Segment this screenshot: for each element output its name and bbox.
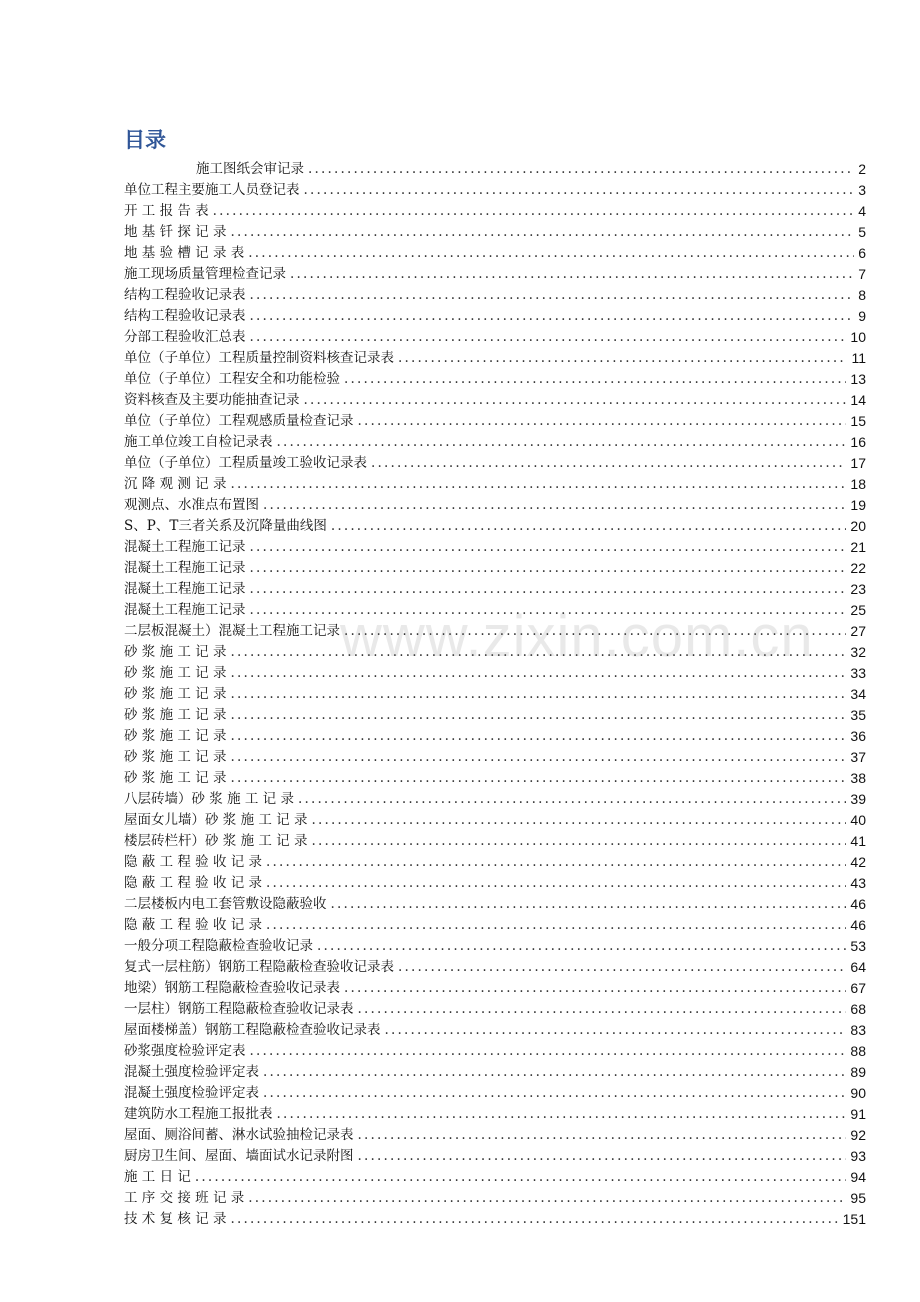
toc-entry[interactable] (124, 156, 866, 177)
dot-leader (308, 161, 854, 177)
dot-leader (230, 665, 846, 681)
toc-entry-label: 砂 浆 施 工 记 录 (124, 686, 227, 702)
toc-entry-page-number: 53 (850, 938, 866, 954)
table-of-contents (124, 156, 866, 1227)
toc-entry-label: 混凝土工程施工记录 (124, 602, 246, 618)
dot-leader (230, 476, 846, 492)
dot-leader (331, 896, 847, 912)
toc-entry-page-number: 35 (850, 707, 866, 723)
toc-entry-label: 地 基 钎 探 记 录 (124, 224, 227, 240)
toc-entry-label: 屋面、厕浴间蓄、淋水试验抽检记录表 (124, 1127, 354, 1143)
dot-leader (317, 938, 846, 954)
toc-entry-page-number: 151 (842, 1211, 866, 1227)
toc-entry[interactable] (124, 765, 866, 786)
toc-entry[interactable] (124, 261, 866, 282)
toc-entry-label: 单位（子单位）工程质量控制资料核查记录表 (124, 350, 394, 366)
toc-entry-page-number: 83 (850, 1022, 866, 1038)
toc-entry-label: 地 基 验 槽 记 录 表 (124, 245, 245, 261)
toc-entry-label: S、P、T三者关系及沉降量曲线图 (124, 518, 327, 534)
dot-leader (250, 1043, 847, 1059)
toc-entry[interactable] (124, 1017, 866, 1038)
toc-entry-page-number: 21 (850, 539, 866, 555)
toc-entry-page-number: 3 (858, 182, 866, 198)
toc-entry-label: 单位工程主要施工人员登记表 (124, 182, 300, 198)
dot-leader (298, 791, 846, 807)
toc-entry[interactable] (124, 450, 866, 471)
dot-leader (250, 539, 847, 555)
toc-entry-label: 隐 蔽 工 程 验 收 记 录 (124, 854, 263, 870)
toc-entry-label: 复式一层柱筋）钢筋工程隐蔽检查验收记录表 (124, 959, 394, 975)
toc-entry[interactable] (124, 324, 866, 345)
toc-entry-label: 屋面女儿墙）砂 浆 施 工 记 录 (124, 812, 308, 828)
toc-entry-page-number: 64 (850, 959, 866, 975)
toc-entry[interactable] (124, 849, 866, 870)
toc-entry[interactable] (124, 492, 866, 513)
toc-entry-label: 砂 浆 施 工 记 录 (124, 749, 227, 765)
toc-entry[interactable] (124, 219, 866, 240)
dot-leader (230, 749, 846, 765)
toc-entry-label: 混凝土强度检验评定表 (124, 1085, 259, 1101)
toc-entry[interactable] (124, 933, 866, 954)
toc-entry[interactable] (124, 534, 866, 555)
toc-entry-label: 施工图纸会审记录 (196, 161, 304, 177)
dot-leader (358, 1148, 847, 1164)
toc-entry-page-number: 9 (858, 308, 866, 324)
dot-leader (230, 728, 846, 744)
toc-entry[interactable] (124, 597, 866, 618)
dot-leader (250, 308, 855, 324)
toc-entry-label: 建筑防水工程施工报批表 (124, 1106, 273, 1122)
toc-entry-page-number: 27 (850, 623, 866, 639)
toc-entry-label: 砂浆强度检验评定表 (124, 1043, 246, 1059)
toc-entry-page-number: 2 (858, 161, 866, 177)
toc-entry[interactable] (124, 303, 866, 324)
toc-entry-label: 混凝土工程施工记录 (124, 539, 246, 555)
watermark: www.zixin.com.cn (340, 604, 814, 669)
toc-entry-page-number: 25 (850, 602, 866, 618)
toc-entry-label: 单位（子单位）工程观感质量检查记录 (124, 413, 354, 429)
toc-entry-label: 单位（子单位）工程质量竣工验收记录表 (124, 455, 367, 471)
dot-leader (230, 707, 846, 723)
toc-entry-page-number: 16 (850, 434, 866, 450)
toc-entry-page-number: 14 (850, 392, 866, 408)
dot-leader (263, 1085, 846, 1101)
toc-entry-label: 砂 浆 施 工 记 录 (124, 644, 227, 660)
toc-entry[interactable] (124, 576, 866, 597)
dot-leader (398, 959, 846, 975)
toc-entry-page-number: 46 (850, 917, 866, 933)
dot-leader (248, 245, 854, 261)
toc-entry-label: 二层楼板内电工套管敷设隐蔽验收 (124, 896, 327, 912)
toc-entry[interactable] (124, 1164, 866, 1185)
dot-leader (304, 392, 847, 408)
toc-entry-page-number: 68 (850, 1001, 866, 1017)
toc-entry[interactable] (124, 366, 866, 387)
dot-leader (263, 1064, 846, 1080)
toc-entry-label: 沉 降 观 测 记 录 (124, 476, 227, 492)
toc-entry-label: 分部工程验收汇总表 (124, 329, 246, 345)
dot-leader (263, 497, 846, 513)
toc-entry-page-number: 34 (850, 686, 866, 702)
toc-entry-page-number: 95 (850, 1190, 866, 1206)
dot-leader (230, 1211, 838, 1227)
toc-entry-label: 隐 蔽 工 程 验 收 记 录 (124, 917, 263, 933)
toc-entry-page-number: 6 (858, 245, 866, 261)
toc-entry-page-number: 90 (850, 1085, 866, 1101)
toc-entry[interactable] (124, 1059, 866, 1080)
toc-entry-page-number: 91 (850, 1106, 866, 1122)
toc-entry-label: 地梁）钢筋工程隐蔽检查验收记录表 (124, 980, 340, 996)
toc-entry-page-number: 92 (850, 1127, 866, 1143)
toc-entry-page-number: 4 (858, 203, 866, 219)
toc-entry[interactable] (124, 1080, 866, 1101)
toc-entry[interactable] (124, 1143, 866, 1164)
dot-leader (311, 812, 846, 828)
toc-entry-page-number: 36 (850, 728, 866, 744)
dot-leader (277, 434, 847, 450)
toc-entry[interactable] (124, 240, 866, 261)
toc-entry[interactable] (124, 744, 866, 765)
toc-entry-page-number: 20 (850, 518, 866, 534)
toc-entry[interactable] (124, 1185, 866, 1206)
toc-entry[interactable] (124, 639, 866, 660)
toc-entry-label: 砂 浆 施 工 记 录 (124, 770, 227, 786)
dot-leader (304, 182, 855, 198)
toc-entry-page-number: 23 (850, 581, 866, 597)
toc-entry[interactable] (124, 954, 866, 975)
toc-entry-label: 混凝土强度检验评定表 (124, 1064, 259, 1080)
toc-entry-label: 观测点、水准点布置图 (124, 497, 259, 513)
dot-leader (250, 581, 847, 597)
dot-leader (290, 266, 854, 282)
toc-entry-page-number: 41 (850, 833, 866, 849)
toc-entry-page-number: 94 (850, 1169, 866, 1185)
dot-leader (230, 770, 846, 786)
toc-entry[interactable] (124, 912, 866, 933)
dot-leader (311, 833, 846, 849)
toc-entry-label: 砂 浆 施 工 记 录 (124, 707, 227, 723)
toc-entry-label: 工 序 交 接 班 记 录 (124, 1190, 245, 1206)
toc-entry-page-number: 8 (858, 287, 866, 303)
toc-entry-page-number: 40 (850, 812, 866, 828)
toc-entry-page-number: 88 (850, 1043, 866, 1059)
toc-entry-label: 单位（子单位）工程安全和功能检验 (124, 371, 340, 387)
dot-leader (358, 1127, 847, 1143)
toc-entry-label: 结构工程验收记录表 (124, 287, 246, 303)
toc-entry-label: 结构工程验收记录表 (124, 308, 246, 324)
toc-entry-page-number: 42 (850, 854, 866, 870)
toc-title: 目录 (124, 128, 166, 152)
toc-entry[interactable] (124, 702, 866, 723)
toc-entry-label: 楼层砖栏杆）砂 浆 施 工 记 录 (124, 833, 308, 849)
toc-entry-label: 混凝土工程施工记录 (124, 581, 246, 597)
toc-entry[interactable] (124, 660, 866, 681)
dot-leader (398, 350, 847, 366)
toc-entry[interactable] (124, 681, 866, 702)
toc-entry-label: 技 术 复 核 记 录 (124, 1211, 227, 1227)
toc-entry-page-number: 43 (850, 875, 866, 891)
dot-leader (230, 686, 846, 702)
toc-entry[interactable] (124, 408, 866, 429)
dot-leader (230, 224, 854, 240)
toc-entry-page-number: 37 (850, 749, 866, 765)
dot-leader (266, 875, 846, 891)
toc-entry[interactable] (124, 1206, 866, 1227)
toc-entry[interactable] (124, 177, 866, 198)
toc-entry[interactable] (124, 786, 866, 807)
toc-entry[interactable] (124, 471, 866, 492)
toc-entry-page-number: 93 (850, 1148, 866, 1164)
toc-entry-label: 砂 浆 施 工 记 录 (124, 665, 227, 681)
dot-leader (248, 1190, 846, 1206)
toc-entry-page-number: 33 (850, 665, 866, 681)
toc-entry[interactable] (124, 555, 866, 576)
toc-entry[interactable] (124, 996, 866, 1017)
toc-entry[interactable] (124, 870, 866, 891)
toc-entry-label: 八层砖墙）砂 浆 施 工 记 录 (124, 791, 294, 807)
toc-entry[interactable] (124, 828, 866, 849)
dot-leader (277, 1106, 847, 1122)
toc-entry[interactable] (124, 807, 866, 828)
toc-entry[interactable] (124, 891, 866, 912)
toc-entry-label: 施工现场质量管理检查记录 (124, 266, 286, 282)
dot-leader (344, 980, 846, 996)
toc-entry-page-number: 32 (850, 644, 866, 660)
toc-entry-page-number: 17 (850, 455, 866, 471)
toc-entry-page-number: 11 (851, 350, 866, 366)
toc-entry-page-number: 5 (858, 224, 866, 240)
toc-entry[interactable] (124, 1101, 866, 1122)
toc-entry-label: 施工单位竣工自检记录表 (124, 434, 273, 450)
dot-leader (371, 455, 846, 471)
toc-entry-label: 屋面楼梯盖）钢筋工程隐蔽检查验收记录表 (124, 1022, 381, 1038)
dot-leader (250, 560, 847, 576)
toc-entry-page-number: 67 (850, 980, 866, 996)
toc-entry[interactable] (124, 345, 866, 366)
toc-entry-page-number: 89 (850, 1064, 866, 1080)
dot-leader (250, 287, 855, 303)
toc-entry-page-number: 46 (850, 896, 866, 912)
toc-entry-page-number: 13 (850, 371, 866, 387)
dot-leader (358, 1001, 847, 1017)
toc-entry[interactable] (124, 282, 866, 303)
toc-entry-page-number: 18 (850, 476, 866, 492)
toc-entry-label: 二层板混凝土）混凝土工程施工记录 (124, 623, 340, 639)
toc-entry-label: 一层柱）钢筋工程隐蔽检查验收记录表 (124, 1001, 354, 1017)
dot-leader (230, 644, 846, 660)
dot-leader (195, 1169, 847, 1185)
toc-entry-label: 资料核查及主要功能抽查记录 (124, 392, 300, 408)
toc-entry[interactable] (124, 723, 866, 744)
toc-entry-label: 隐 蔽 工 程 验 收 记 录 (124, 875, 263, 891)
toc-entry-label: 一般分项工程隐蔽检查验收记录 (124, 938, 313, 954)
toc-entry-label: 施 工 日 记 (124, 1169, 191, 1185)
toc-entry-label: 砂 浆 施 工 记 录 (124, 728, 227, 744)
toc-entry-page-number: 15 (850, 413, 866, 429)
dot-leader (331, 518, 847, 534)
toc-entry[interactable] (124, 618, 866, 639)
toc-entry-page-number: 22 (850, 560, 866, 576)
toc-entry-page-number: 10 (850, 329, 866, 345)
toc-entry[interactable] (124, 387, 866, 408)
dot-leader (344, 623, 846, 639)
toc-entry-label: 开 工 报 告 表 (124, 203, 209, 219)
dot-leader (266, 917, 846, 933)
dot-leader (250, 602, 847, 618)
toc-entry-page-number: 38 (850, 770, 866, 786)
toc-entry[interactable] (124, 429, 866, 450)
toc-entry-page-number: 19 (850, 497, 866, 513)
toc-entry[interactable] (124, 513, 866, 534)
toc-entry-label: 厨房卫生间、屋面、墙面试水记录附图 (124, 1148, 354, 1164)
dot-leader (266, 854, 846, 870)
dot-leader (344, 371, 846, 387)
dot-leader (385, 1022, 847, 1038)
dot-leader (358, 413, 847, 429)
toc-entry[interactable] (124, 198, 866, 219)
toc-entry-label: 混凝土工程施工记录 (124, 560, 246, 576)
toc-entry[interactable] (124, 1122, 866, 1143)
dot-leader (250, 329, 847, 345)
toc-entry-page-number: 39 (850, 791, 866, 807)
dot-leader (213, 203, 855, 219)
toc-entry[interactable] (124, 975, 866, 996)
toc-entry-page-number: 7 (858, 266, 866, 282)
toc-entry[interactable] (124, 1038, 866, 1059)
